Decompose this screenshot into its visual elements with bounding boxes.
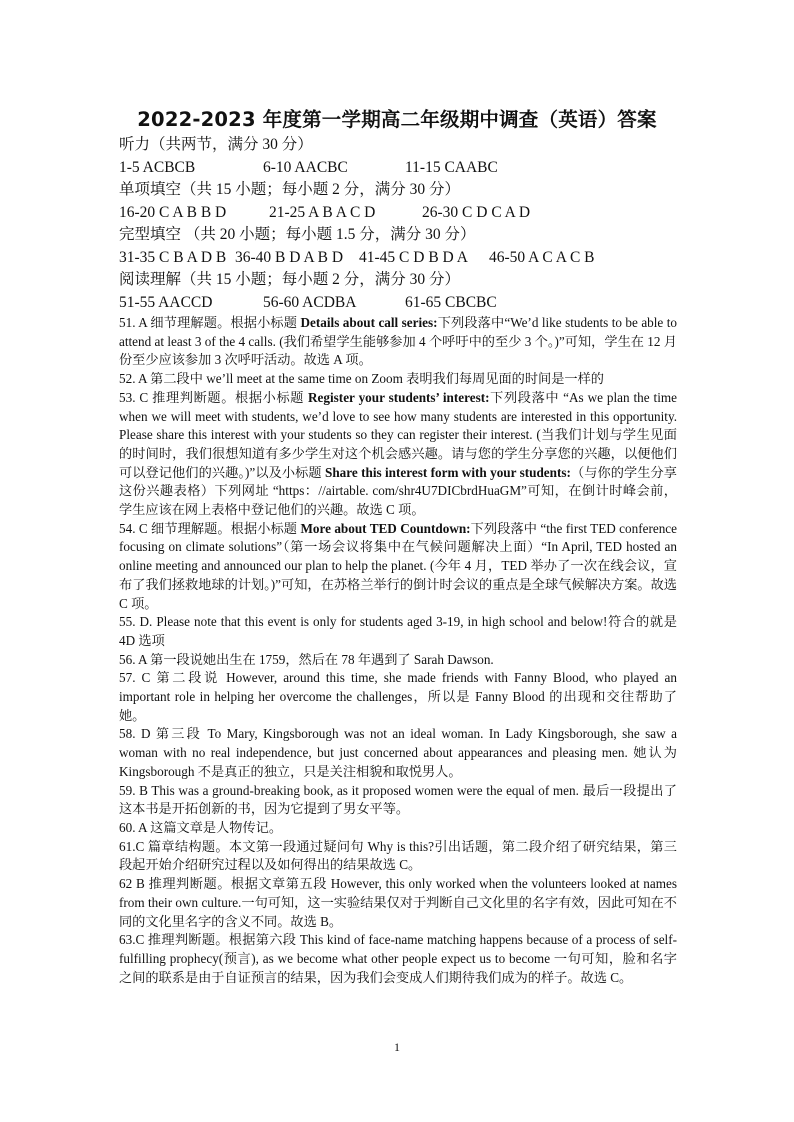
explanation-63: 63.C 推理判断题。根据第六段 This kind of face-name matching happens because of a process of self-fulfilling prophecy(预言), as we become what other people expect us to become 一句可知，脸和名字之间的联系是由于自证预言的结果，因为我们会变成人们期待我们成为的样子。故选 C。	[119, 932, 677, 985]
explanation-52: 52. A 第二段中 we’ll meet at the same time on Zoom 表明我们每周见面的时间是一样的	[119, 371, 604, 387]
explanation-57: 57. C 第二段说 However, around this time, she made friends with Fanny Blood, who played an important role in helping her overcome the challenges，所以是 Fanny Blood 的出现和交往帮助了她。	[119, 670, 677, 723]
explanation-60: 60. A 这篇文章是人物传记。	[119, 819, 283, 835]
page-number: 1	[394, 1040, 400, 1054]
answer-group: 6-10 AACBC	[263, 158, 348, 176]
answer-group: 21-25 A B A C D	[269, 203, 376, 221]
section-heading-single-choice: 单项填空（共 15 小题；每小题 2 分，满分 30 分）	[119, 181, 461, 198]
answer-group: 11-15 CAABC	[405, 158, 498, 176]
answer-group: 16-20 C A B B D	[119, 203, 227, 221]
explanation-text: 下列段落中 “As we plan the time when we will meet with students, we’d love to see how many students are interested in this opportunity. Please share this interest with your students so they can register their interest. (当我们计划与学生见面的时间时，我们很想知道有多少学生对这个机会感兴趣。请与您的学生分享您的兴趣，以便他们可以登记他们的兴趣。)”以及小标题	[119, 389, 677, 480]
explanation-text: 53. C 推理判断题。根据小标题	[119, 389, 309, 405]
answer-row-reading	[119, 292, 677, 315]
explanation-subtitle: More about TED Countdown:	[300, 520, 471, 536]
answer-group: 26-30 C D C A D	[422, 203, 531, 221]
explanation-61: 61.C 篇章结构题。本文第一段通过疑问句 Why is this?引出话题，第二段介绍了研究结果，第三段起开始介绍研究过程以及如何得出的结果故选 C。	[119, 838, 677, 873]
section-heading-cloze: 完型填空 （共 20 小题；每小题 1.5 分，满分 30 分）	[119, 226, 476, 243]
answer-group: 46-50 A C A C B	[489, 248, 595, 266]
explanation-56: 56. A 第一段说她出生在 1759，然后在 78 年遇到了 Sarah Dawson.	[119, 651, 494, 667]
answer-row-cloze	[119, 247, 677, 270]
answer-group: 51-55 AACCD	[119, 293, 213, 311]
answer-group: 31-35 C B A D B	[119, 248, 227, 266]
section-heading-reading: 阅读理解（共 15 小题；每小题 2 分，满分 30 分）	[119, 271, 461, 288]
section-heading-listening: 听力（共两节，满分 30 分）	[119, 136, 313, 153]
page-title: 2022-2023 年度第一学期高二年级期中调查（英语）答案	[137, 108, 657, 131]
explanation-54	[119, 520, 677, 614]
explanation-subtitle: Register your students’ interest:	[308, 389, 490, 405]
answer-group: 36-40 B D A B D	[235, 248, 344, 266]
answer-group: 1-5 ACBCB	[119, 158, 196, 176]
answer-row-single-choice	[119, 202, 677, 225]
answer-content	[119, 134, 677, 987]
answer-group: 61-65 CBCBC	[405, 293, 497, 311]
explanation-text: 51. A 细节理解题。根据小标题	[119, 315, 301, 330]
explanation-59: 59. B This was a ground-breaking book, as it proposed women were the equal of men. 最后一段提出了这本书是开拓创新的书，因为它提到了男女平等。	[119, 782, 677, 817]
answer-group: 56-60 ACDBA	[263, 293, 357, 311]
explanation-subtitle: Details about call series:	[300, 315, 438, 330]
explanation-51	[119, 314, 677, 370]
answer-row-listening	[119, 157, 677, 180]
explanation-55: 55. D. Please note that this event is only for students aged 3-19, in high school and below!符合的就是 4D 选项	[119, 614, 677, 648]
answer-group: 41-45 C D B D A	[359, 248, 468, 266]
explanation-subtitle: Share this interest form with your students:	[325, 464, 571, 480]
explanation-text: （与你的学生分享这份兴趣表格）下列网址 “https：//airtable. com/shr4U7DICbrdHuaGM”可知，在倒计时峰会前，学生应该在网上表格中登记他们的兴趣。故选 C 项。	[119, 464, 677, 518]
explanation-53	[119, 389, 677, 520]
explanation-62: 62 B 推理判断题。根据文章第五段 However, this only worked when the volunteers looked at names from their own culture.一句可知，这一实验结果仅对于判断自己文化里的名字有效，因此可知在不同的文化里名字的含义不同。故选 B。	[119, 876, 677, 929]
explanation-text: 下列段落中“We’d like students to be able to attend at least 3 of the 4 calls. (我们希望学生能够参加 4 个呼吁中的至少 3 个。)”可知，学生在 12 月份至少应该参加 3 次呼吁活动。故选 A 项。	[119, 315, 677, 368]
explanation-58: 58. D 第三段 To Mary, Kingsborough was not an ideal woman. In Lady Kingsborough, she saw a woman with no real independence, but just concerned about appearances and pleasing men. 她认为 Kingsborough 不是真正的独立，只是关注相貌和取悦男人。	[119, 726, 677, 779]
explanation-text: 下列段落中 “the first TED conference focusing on climate solutions”（第一场会议将集中在气候问题解决上面）“In April, TED hosted an online meeting and announced our plan to help the planet. (今年 4 月，TED 举办了一次在线会议，宣布了我们拯救地球的计划。)”可知，在苏格兰举行的倒计时会议的重点是全球气候解决方案。故选 C 项。	[119, 520, 677, 611]
explanation-text: 54. C 细节理解题。根据小标题	[119, 520, 301, 536]
